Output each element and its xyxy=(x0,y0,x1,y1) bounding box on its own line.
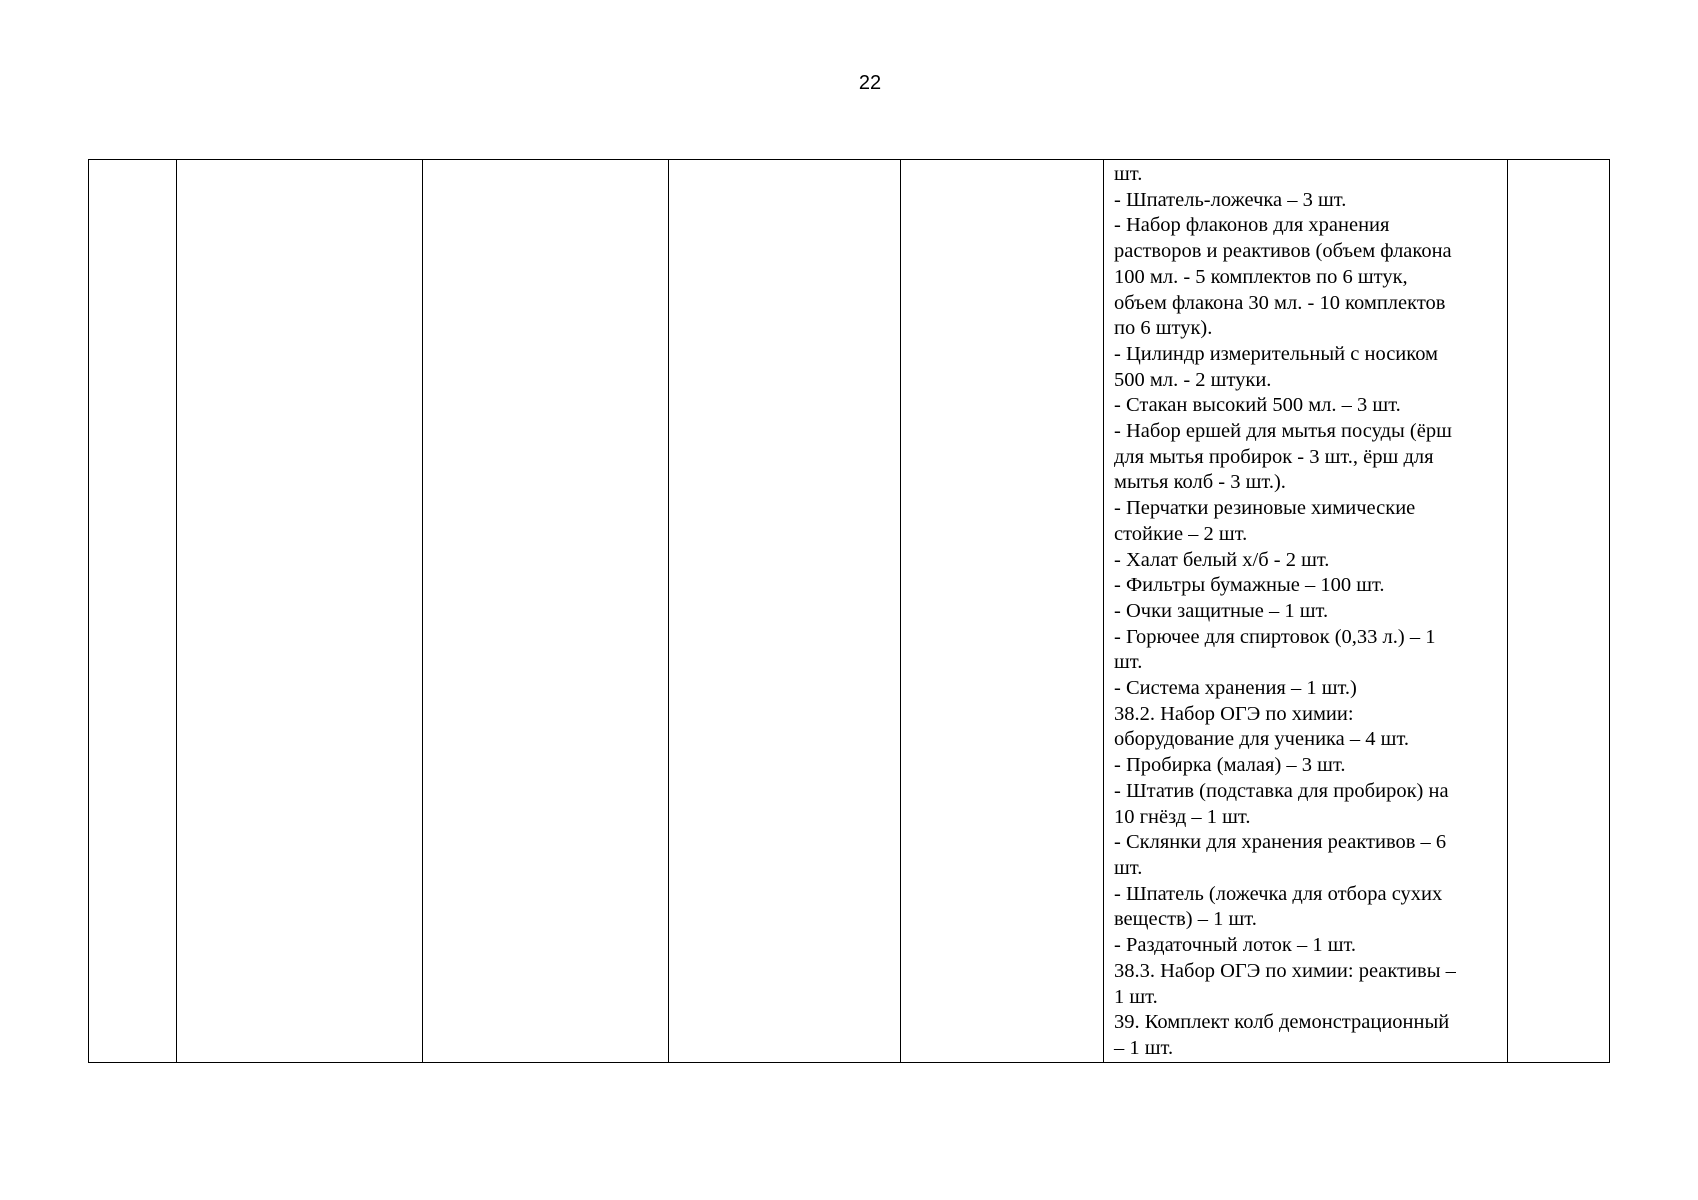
equipment-list-line: - Склянки для хранения реактивов – 6 xyxy=(1114,831,1447,854)
equipment-list-line: - Стакан высокий 500 мл. – 3 шт. xyxy=(1114,394,1401,417)
equipment-list-line: для мытья пробирок - 3 шт., ёрш для xyxy=(1114,445,1434,468)
equipment-list-cell xyxy=(1104,160,1508,1063)
equipment-list-line: объем флакона 30 мл. - 10 комплектов xyxy=(1114,291,1446,314)
equipment-list-line: 38.2. Набор ОГЭ по химии: xyxy=(1114,702,1354,725)
equipment-list-line: оборудование для ученика – 4 шт. xyxy=(1114,728,1409,751)
equipment-list-line: - Набор ершей для мытья посуды (ёрш xyxy=(1114,420,1452,443)
table-row xyxy=(89,160,1610,1063)
equipment-list-line: шт. xyxy=(1114,651,1143,674)
equipment-list-line: стойкие – 2 шт. xyxy=(1114,522,1248,545)
equipment-list-line: - Раздаточный лоток – 1 шт. xyxy=(1114,934,1357,957)
equipment-list-line: 39. Комплект колб демонстрационный xyxy=(1114,1011,1450,1034)
equipment-list-line: 38.3. Набор ОГЭ по химии: реактивы – xyxy=(1114,959,1456,982)
table-cell-col-2 xyxy=(177,160,423,1063)
equipment-list-line: шт. xyxy=(1114,163,1143,185)
equipment-list-line: - Шпатель (ложечка для отбора сухих xyxy=(1114,882,1443,905)
equipment-list-line: мытья колб - 3 шт.). xyxy=(1114,471,1286,494)
equipment-list-line: - Набор флаконов для хранения xyxy=(1114,214,1390,237)
equipment-list-line: - Система хранения – 1 шт.) xyxy=(1114,677,1357,700)
equipment-list-line: - Перчатки резиновые химические xyxy=(1114,497,1416,520)
page-number: 22 xyxy=(858,72,882,94)
table-cell-col-4 xyxy=(669,160,901,1063)
equipment-list-line: 100 мл. - 5 комплектов по 6 штук, xyxy=(1114,265,1408,288)
table-cell-col-5 xyxy=(901,160,1104,1063)
equipment-list-line: - Горючее для спиртовок (0,33 л.) – 1 xyxy=(1114,625,1436,648)
equipment-list-line: - Фильтры бумажные – 100 шт. xyxy=(1114,574,1385,597)
equipment-list-line: растворов и реактивов (объем флакона xyxy=(1114,240,1452,263)
equipment-list-line: 500 мл. - 2 штуки. xyxy=(1114,368,1272,391)
equipment-list-line: - Шпатель-ложечка – 3 шт. xyxy=(1114,188,1347,211)
equipment-list-line: - Штатив (подставка для пробирок) на xyxy=(1114,779,1449,802)
equipment-list-line: – 1 шт. xyxy=(1114,1036,1174,1059)
equipment-list-line: - Халат белый х/б - 2 шт. xyxy=(1114,548,1330,571)
equipment-list-line: - Очки защитные – 1 шт. xyxy=(1114,599,1329,622)
equipment-list-line: по 6 штук). xyxy=(1114,317,1213,340)
equipment-list-line: шт. xyxy=(1114,856,1143,879)
equipment-list-line: веществ) – 1 шт. xyxy=(1114,908,1257,931)
equipment-list xyxy=(1104,160,1507,1062)
table-cell-col-1 xyxy=(89,160,177,1063)
document-table xyxy=(88,159,1610,1063)
equipment-list-line: 1 шт. xyxy=(1114,985,1158,1008)
table-cell-col-7 xyxy=(1508,160,1610,1063)
equipment-list-line: - Пробирка (малая) – 3 шт. xyxy=(1114,754,1346,777)
equipment-list-line: 10 гнёзд – 1 шт. xyxy=(1114,805,1251,828)
table-cell-col-3 xyxy=(423,160,669,1063)
equipment-list-line: - Цилиндр измерительный с носиком xyxy=(1114,342,1439,365)
